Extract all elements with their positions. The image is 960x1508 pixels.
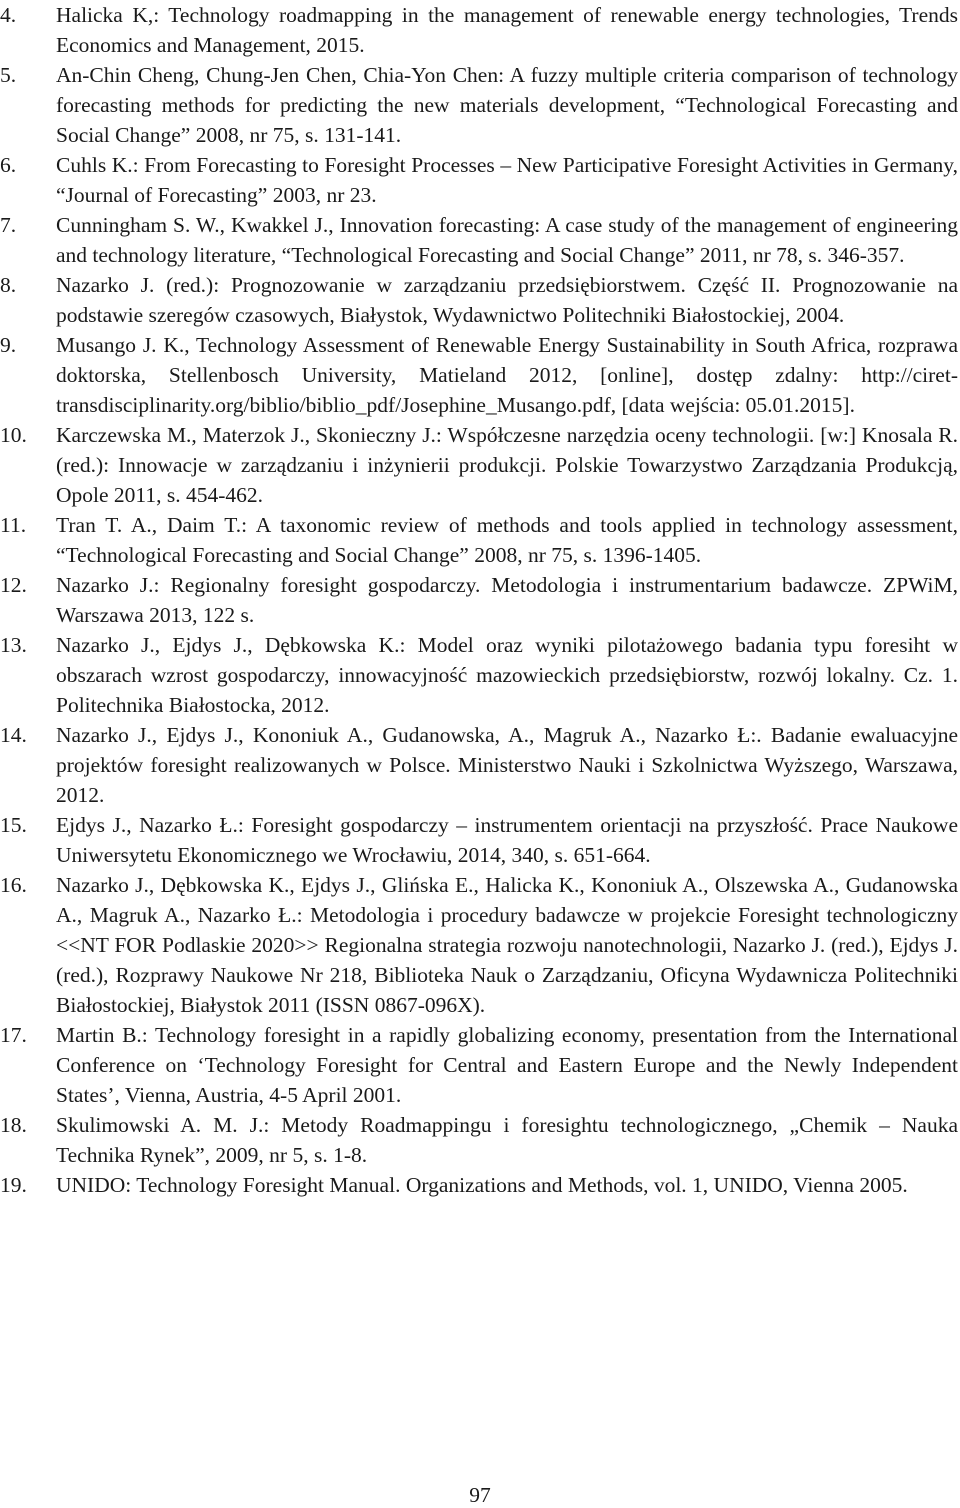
reference-number: 18.	[0, 1113, 27, 1137]
reference-number: 17.	[0, 1023, 27, 1047]
reference-text: Nazarko J.: Regionalny foresight gospodarczy. Metodologia i instrumentarium badawcze. ZPWiM, Warszawa 2013, 122 s.	[56, 573, 958, 627]
reference-number: 6.	[0, 153, 17, 177]
reference-number: 14.	[0, 723, 27, 747]
reference-item	[0, 270, 958, 330]
reference-text: Nazarko J. (red.): Prognozowanie w zarządzaniu przedsiębiorstwem. Część II. Prognozowanie na podstawie szeregów czasowych, Białystok, Wydawnictwo Politechniki Białostockiej, 2004.	[56, 273, 958, 327]
reference-item	[0, 510, 958, 570]
reference-number: 9.	[0, 333, 17, 357]
reference-text: Martin B.: Technology foresight in a rapidly globalizing economy, presentation from the International Conference on ‘Technology Foresight for Central and Eastern Europe and the Newly Independent States’, Vienna, Austria, 4-5 April 2001.	[56, 1023, 958, 1107]
reference-text: Cunningham S. W., Kwakkel J., Innovation forecasting: A case study of the management of engineering and technology literature, “Technological Forecasting and Social Change” 2011, nr 78, s. 346-357.	[56, 213, 958, 267]
reference-number: 11.	[0, 513, 27, 537]
reference-item	[0, 210, 958, 270]
reference-number: 4.	[0, 3, 17, 27]
reference-text: Musango J. K., Technology Assessment of Renewable Energy Sustainability in South Africa, rozprawa doktorska, Stellenbosch University, Matieland 2012, [online], dostęp zdalny: http://ciret-transdisciplinarity.org/biblio/biblio_pdf/Josephine_Musango.pdf, [data wejścia: 05.01.2015].	[56, 333, 958, 417]
reference-item	[0, 630, 958, 720]
reference-number: 19.	[0, 1173, 27, 1197]
reference-text: Cuhls K.: From Forecasting to Foresight Processes – New Participative Foresight Activities in Germany, “Journal of Forecasting” 2003, nr 23.	[56, 153, 958, 207]
reference-item	[0, 1110, 958, 1170]
reference-item	[0, 1170, 958, 1200]
reference-item	[0, 330, 958, 420]
reference-text: Nazarko J., Ejdys J., Dębkowska K.: Model oraz wyniki pilotażowego badania typu foresiht w obszarach wzrost gospodarczy, innowacyjność mazowieckich przedsiębiorstw, rozwój lokalny. Cz. 1. Politechnika Białostocka, 2012.	[56, 633, 958, 717]
reference-number: 13.	[0, 633, 27, 657]
reference-number: 12.	[0, 573, 27, 597]
reference-item	[0, 60, 958, 150]
reference-number: 5.	[0, 63, 17, 87]
reference-text: Karczewska M., Materzok J., Skonieczny J.: Współczesne narzędzia oceny technologii. [w:] Knosala R. (red.): Innowacje w zarządzaniu i inżynierii produkcji. Polskie Towarzystwo Zarządzania Produkcją, Opole 2011, s. 454-462.	[56, 423, 958, 507]
reference-item	[0, 720, 958, 810]
reference-item	[0, 870, 958, 1020]
page-number: 97	[469, 1483, 491, 1507]
reference-item	[0, 150, 958, 210]
reference-number: 16.	[0, 873, 27, 897]
reference-item	[0, 810, 958, 870]
reference-text: Ejdys J., Nazarko Ł.: Foresight gospodarczy – instrumentem orientacji na przyszłość. Prace Naukowe Uniwersytetu Ekonomicznego we Wrocławiu, 2014, 340, s. 651-664.	[56, 813, 958, 867]
reference-number: 8.	[0, 273, 17, 297]
reference-text: Halicka K,: Technology roadmapping in the management of renewable energy technologies, Trends Economics and Management, 2015.	[56, 3, 958, 57]
reference-item	[0, 570, 958, 630]
reference-text: Nazarko J., Ejdys J., Kononiuk A., Gudanowska, A., Magruk A., Nazarko Ł:. Badanie ewaluacyjne projektów foresight realizowanych w Polsce. Ministerstwo Nauki i Szkolnictwa Wyższego, Warszawa, 2012.	[56, 723, 958, 807]
reference-text: An-Chin Cheng, Chung-Jen Chen, Chia-Yon Chen: A fuzzy multiple criteria comparison of technology forecasting methods for predicting the new materials development, “Technological Forecasting and Social Change” 2008, nr 75, s. 131-141.	[56, 63, 958, 147]
reference-text: UNIDO: Technology Foresight Manual. Organizations and Methods, vol. 1, UNIDO, Vienna 2005.	[56, 1173, 908, 1197]
reference-item	[0, 1020, 958, 1110]
reference-number: 10.	[0, 423, 27, 447]
reference-number: 15.	[0, 813, 27, 837]
reference-number: 7.	[0, 213, 17, 237]
reference-text: Nazarko J., Dębkowska K., Ejdys J., Glińska E., Halicka K., Kononiuk A., Olszewska A., Gudanowska A., Magruk A., Nazarko Ł.: Metodologia i procedury badawcze w projekcie Foresight technologiczny <<NT FOR Podlaskie 2020>> Regionalna strategia rozwoju nanotechnologii, Nazarko J. (red.), Ejdys J. (red.), Rozprawy Naukowe Nr 218, Biblioteka Nauk o Zarządzaniu, Oficyna Wydawnicza Politechniki Białostockiej, Białystok 2011 (ISSN 0867-096X).	[56, 873, 958, 1017]
reference-text: Skulimowski A. M. J.: Metody Roadmappingu i foresightu technologicznego, „Chemik – Nauka Technika Rynek”, 2009, nr 5, s. 1-8.	[56, 1113, 958, 1167]
reference-item	[0, 420, 958, 510]
reference-item	[0, 0, 958, 60]
reference-text: Tran T. A., Daim T.: A taxonomic review of methods and tools applied in technology assessment, “Technological Forecasting and Social Change” 2008, nr 75, s. 1396-1405.	[56, 513, 958, 567]
